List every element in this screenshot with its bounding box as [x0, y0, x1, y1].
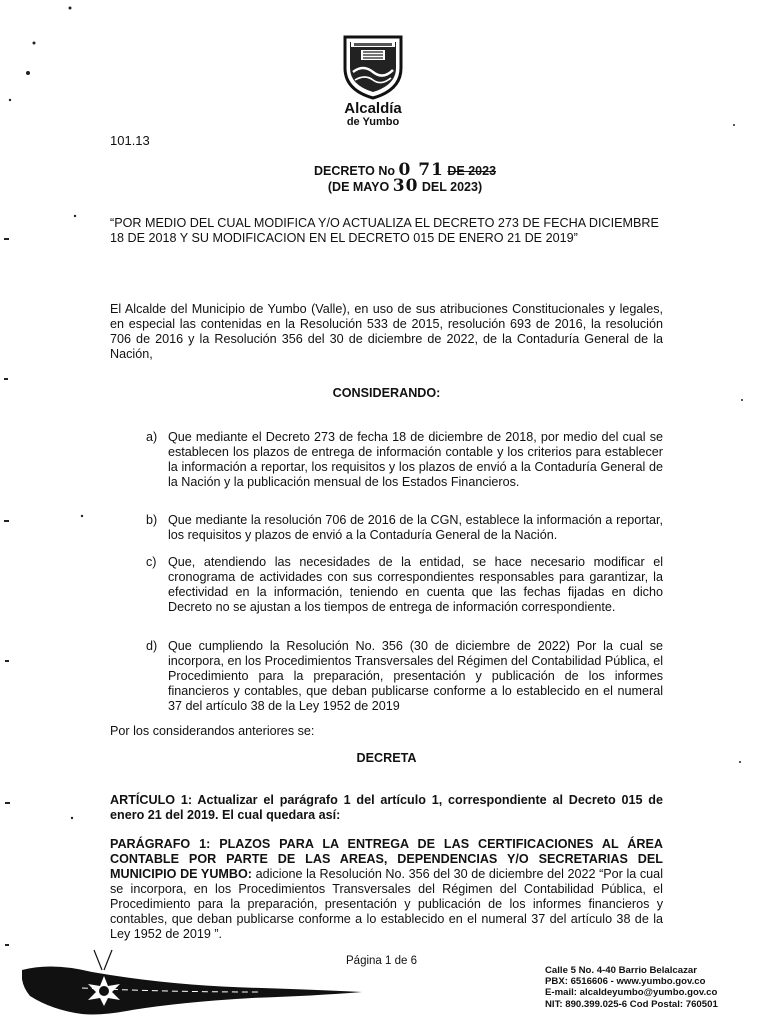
paragrafo-1	[110, 837, 663, 942]
considerando-item	[146, 430, 663, 490]
intro-paragraph: El Alcalde del Municipio de Yumbo (Valle), en uso de sus atribuciones Constitucionales y legales, en especial las contenidas en la Resolución 533 de 2015, resolución 693 de 2016, la resolución 706 de 2016 y la Resolución 356 del 30 de diciembre de 2022, de la Contaduría General de la Nación,	[110, 302, 663, 361]
item-label: b)	[146, 513, 158, 527]
decree-title: “POR MEDIO DEL CUAL MODIFICA Y/O ACTUALIZA EL DECRETO 273 DE FECHA DICIEMBRE 18 DE 2018 Y SU MODIFICACION EN EL DECRETO 015 DE ENERO 21 DE 2019”	[110, 216, 659, 245]
contact-block	[545, 965, 718, 1010]
paragrafo-heading: PARÁGRAFO 1: PLAZOS PARA LA ENTREGA DE LAS CERTIFICACIONES AL ÁREA CONTABLE POR PARTE DE LAS AREAS, DEPENDENCIAS Y/O SECRETARIAS DEL MUNICIPIO DE YUMBO:	[110, 837, 663, 881]
page-number: Página 1 de 6	[346, 955, 417, 967]
contact-phone-web: PBX: 6516606 - www.yumbo.gov.co	[545, 976, 706, 988]
item-label: c)	[146, 555, 157, 569]
footer-wave-graphic	[22, 948, 362, 1018]
item-label: d)	[146, 639, 158, 653]
considerando-item	[146, 639, 663, 714]
considerando-heading: CONSIDERANDO:	[332, 386, 441, 400]
alcaldia-crest-logo	[339, 34, 407, 100]
considerando-item	[146, 513, 663, 543]
item-text: Que, atendiendo las necesidades de la entidad, se hace necesario modificar el cronograma de actividades con sus correspondientes responsables para garantizar, la efectividad en la información, teniendo en cuenta que las fechas fijadas en dicho Decreto no se ajustan a los tiempos de entrega de información correspondiente.	[168, 555, 663, 614]
decreta-heading: DECRETA	[356, 751, 417, 765]
contact-address: Calle 5 No. 4-40 Barrio Belalcazar	[545, 965, 697, 976]
articulo-1: ARTÍCULO 1: Actualizar el parágrafo 1 del artículo 1, correspondiente al Decreto 015 de enero 21 del 2019. El cual quedara así:	[110, 793, 663, 822]
decree-heading	[270, 160, 540, 196]
decree-day: 30	[392, 176, 419, 196]
item-text: Que cumpliendo la Resolución No. 356 (30 de diciembre de 2022) Por la cual se incorpora, en los Procedimientos Transversales del Régimen del Contabilidad Pública, el Procedimiento para la preparación, presentación y publicación de los informes financieros y contables, que deban publicarse conforme a lo establecido en el numeral 37 del artículo 38 de la Ley 1952 de 2019	[168, 639, 663, 713]
decree-date-prefix: (DE MAYO	[327, 180, 390, 194]
item-label: a)	[146, 430, 158, 444]
paragrafo-body: adicione la Resolución No. 356 del 30 de diciembre del 2022 “Por la cual se incorpora, en los Procedimientos Transversales del Régimen del Contabilidad Pública, el Procedimiento para la preparación, presentación y publicación de los informes financieros y contables, que deban publicarse conforme a lo establecido en el numeral 37 del artículo 38 de la Ley 1952 de 2019 ”.	[110, 867, 663, 941]
contact-nit: NIT: 890.399.025-6 Cod Postal: 760501	[545, 998, 718, 1010]
footer-emblem-icon	[84, 974, 124, 1008]
contact-email: E-mail: alcaldeyumbo@yumbo.gov.co	[545, 987, 718, 999]
considerando-item	[146, 555, 663, 615]
decree-label: DECRETO No	[313, 164, 395, 178]
brand-subtitle: de Yumbo	[346, 116, 400, 128]
decree-year: DE 2023	[447, 164, 497, 178]
considerandos-closing: Por los considerandos anteriores se:	[110, 724, 315, 738]
decree-number: 0 71	[398, 160, 444, 180]
item-text: Que mediante la resolución 706 de 2016 de la CGN, establece la información a reportar, los requisitos y plazos de envió a la Contaduría General de la Nación.	[168, 513, 663, 542]
document-code: 101.13	[110, 133, 150, 148]
item-text: Que mediante el Decreto 273 de fecha 18 de diciembre de 2018, por medio del cual se establecen los plazos de entrega de información contable y los criterios para establecer la información a reportar, los requisitos y los plazos de envió a la Contaduría General de la Nación y la publicación mensual de los Estados Financieros.	[168, 430, 663, 489]
brand-name: Alcaldía	[344, 100, 402, 117]
decree-date-suffix: DEL 2023)	[421, 180, 483, 194]
